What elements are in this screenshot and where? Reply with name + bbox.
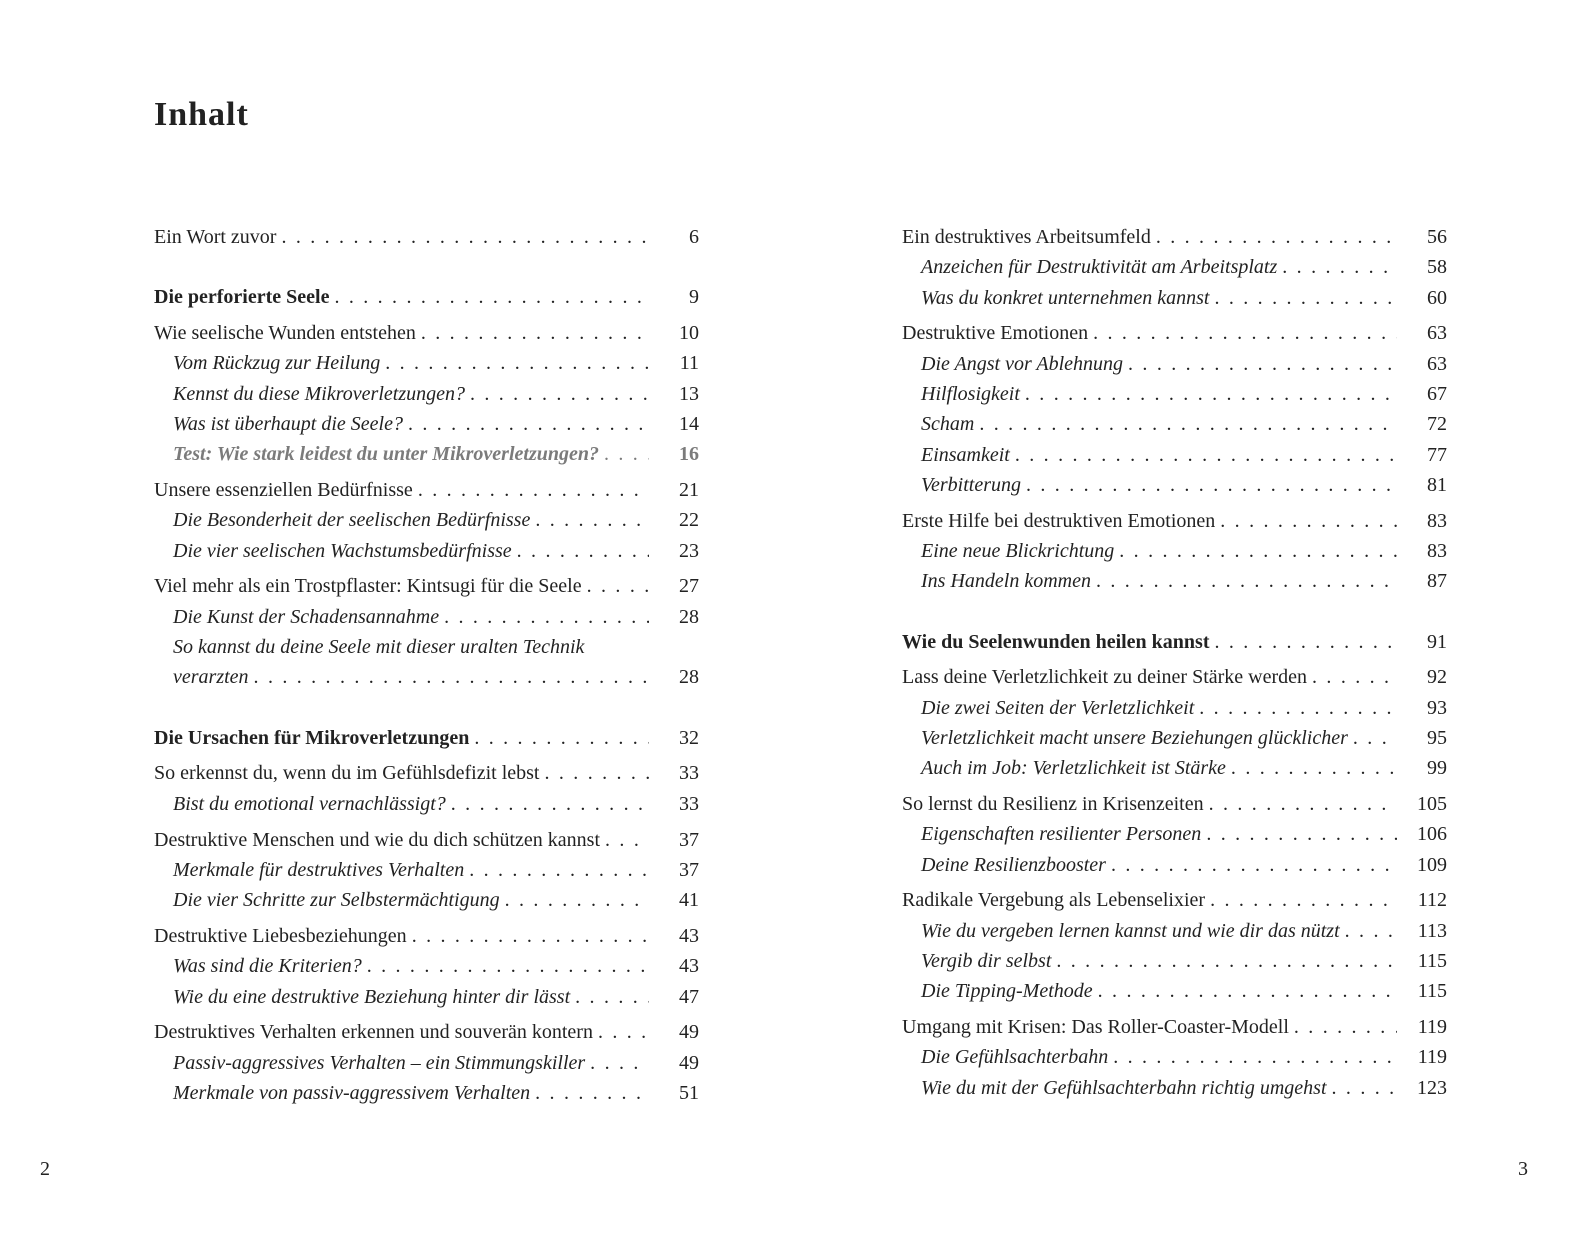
toc-entry-label: Destruktives Verhalten erkennen und souverän kontern [154,1021,593,1044]
toc-entry-label: Anzeichen für Destruktivität am Arbeitsplatz [921,256,1278,279]
toc-page-number: 95 [1427,726,1447,749]
toc-page-number: 43 [679,924,699,947]
toc-entry-label: Viel mehr als ein Trostpflaster: Kintsugi für die Seele [154,575,582,598]
toc-page-number: 43 [679,955,699,978]
toc-entry-label: Auch im Job: Verletzlichkeit ist Stärke [921,757,1226,780]
toc-entry-label: Vom Rückzug zur Heilung [173,352,381,375]
toc-leader-dots [575,982,649,1012]
toc-leader-dots [451,789,649,819]
toc-subsection-entry[interactable] [154,536,699,566]
toc-leader-dots [1199,693,1397,723]
toc-leader-dots [1156,222,1397,252]
toc-page-number: 83 [1427,539,1447,562]
toc-page-number: 87 [1427,570,1447,593]
toc-subsection-entry[interactable] [902,819,1447,849]
toc-leader-dots [1312,662,1397,692]
toc-entry-label: Die Gefühlsachterbahn [921,1046,1109,1069]
toc-page-number: 10 [679,322,699,345]
toc-page-number: 83 [1427,509,1447,532]
toc-subsection-entry[interactable] [902,850,1447,880]
toc-leader-dots [385,348,649,378]
toc-chapter-entry[interactable] [902,318,1447,348]
toc-subsection-entry[interactable] [154,855,699,885]
toc-chapter-entry[interactable] [902,789,1447,819]
toc-chapter-entry[interactable] [902,506,1447,536]
toc-page-number: 60 [1427,286,1447,309]
toc-subsection-entry[interactable] [902,470,1447,500]
toc-entry-label: Destruktive Menschen und wie du dich schützen kannst [154,828,601,851]
toc-leader-dots [517,536,649,566]
toc-subsection-entry[interactable] [154,662,699,692]
toc-leader-dots [412,921,649,951]
toc-entry-label: Verletzlichkeit macht unsere Beziehungen glücklicher [921,726,1348,749]
toc-subsection-entry[interactable] [902,1073,1447,1103]
toc-chapter-entry[interactable] [154,758,699,788]
toc-entry-label: Die Angst vor Ablehnung [921,352,1124,375]
toc-leader-dots [1231,753,1397,783]
toc-leader-dots [1098,976,1397,1006]
toc-page-number: 11 [679,352,699,375]
toc-entry-label: So erkennst du, wenn du im Gefühlsdefizit lebst [154,762,540,785]
toc-entry-label: Lass deine Verletzlichkeit zu deiner Stärke werden [902,666,1308,689]
toc-page-number: 28 [679,666,699,689]
toc-leader-dots [545,758,650,788]
toc-page-number: 14 [679,412,699,435]
toc-leader-dots [421,318,649,348]
toc-leader-dots [1015,440,1397,470]
toc-subsection-entry[interactable] [902,252,1447,282]
toc-entry-label: Ein Wort zuvor [154,226,277,248]
toc-subsection-entry[interactable] [154,1048,699,1078]
toc-entry-label: Eigenschaften resilienter Personen [921,823,1202,846]
toc-leader-dots [590,1048,649,1078]
toc-entry-label: Die vier seelischen Wachstumsbedürfnisse [173,539,512,562]
toc-subsection-entry[interactable] [902,1042,1447,1072]
toc-page-number: 113 [1417,919,1447,942]
toc-page-number: 47 [679,985,699,1008]
toc-entry-label: Was du konkret unternehmen kannst [921,286,1210,309]
toc-chapter-entry[interactable] [154,571,699,601]
toc-leader-dots [1113,1042,1397,1072]
toc-subsection-entry[interactable] [154,348,699,378]
toc-column-right [902,222,1447,1103]
toc-entry-label: Passiv-aggressives Verhalten – ein Stimmungskiller [173,1051,586,1074]
toc-subsection-entry[interactable] [154,632,699,662]
toc-page-number: 115 [1417,950,1447,973]
toc-entry-label: Die Besonderheit der seelischen Bedürfnisse [173,509,531,532]
toc-page-number: 37 [679,858,699,881]
toc-chapter-entry[interactable] [154,318,699,348]
toc-entry-label: Radikale Vergebung als Lebenselixier [902,889,1206,912]
toc-entry-label: So kannst du deine Seele mit dieser uralten Technik [173,636,585,659]
toc-leader-dots [598,1017,649,1047]
toc-entry-label: Unsere essenziellen Bedürfnisse [154,479,413,502]
toc-subsection-entry[interactable] [902,753,1447,783]
toc-leader-dots [1056,946,1397,976]
toc-page-number: 112 [1417,889,1447,912]
page-number-right: 3 [1518,1158,1528,1180]
toc-subsection-entry[interactable] [154,982,699,1012]
toc-entry-label: Deine Resilienzbooster [921,853,1106,876]
toc-page-number: 109 [1417,853,1447,876]
toc-page-number: 37 [679,828,699,851]
toc-leader-dots [1210,885,1397,915]
toc-entry-label: Vergib dir selbst [921,950,1052,973]
toc-leader-dots [1294,1012,1397,1042]
toc-entry-label: Wie du mit der Gefühlsachterbahn richtig umgehst [921,1076,1327,1099]
toc-subsection-entry[interactable] [902,946,1447,976]
toc-subsection-entry[interactable] [154,505,699,535]
toc-page-number: 13 [679,382,699,405]
toc-subsection-entry[interactable] [902,283,1447,313]
toc-entry-label: Ein destruktives Arbeitsumfeld [902,226,1151,248]
toc-leader-dots [1111,850,1397,880]
toc-page-number: 49 [679,1021,699,1044]
toc-page-number: 72 [1427,413,1447,436]
toc-page-number: 58 [1427,256,1447,279]
toc-page-number: 6 [689,226,699,248]
toc-leader-dots [1345,916,1397,946]
toc-leader-dots [535,505,649,535]
toc-leader-dots [281,222,649,252]
toc-chapter-entry[interactable] [902,1012,1447,1042]
toc-page-number: 33 [679,762,699,785]
toc-leader-dots [469,855,649,885]
toc-leader-dots [1214,283,1397,313]
toc-leader-dots [1282,252,1397,282]
toc-leader-dots [1093,318,1397,348]
toc-entry-label: Die Tipping-Methode [921,980,1093,1003]
toc-entry-label: Was ist überhaupt die Seele? [173,412,403,435]
toc-chapter-entry[interactable] [154,921,699,951]
toc-subsection-entry[interactable] [154,885,699,915]
toc-page-number: 51 [679,1081,699,1104]
toc-chapter-entry[interactable] [902,222,1447,252]
toc-entry-label: Scham [921,413,975,436]
toc-page-number: 49 [679,1051,699,1074]
toc-chapter-entry[interactable] [154,825,699,855]
toc-subsection-entry[interactable] [154,409,699,439]
toc-entry-label: Die Ursachen für Mikroverletzungen [154,726,470,749]
toc-leader-dots [535,1078,649,1108]
toc-leader-dots [1206,819,1397,849]
toc-page-number: 119 [1417,1016,1447,1039]
toc-entry-label: Die vier Schritte zur Selbstermächtigung [173,889,500,912]
toc-entry-label: Wie du eine destruktive Beziehung hinter dir lässt [173,985,571,1008]
toc-leader-dots [1215,627,1398,657]
toc-subsection-entry[interactable] [154,602,699,632]
toc-page-number: 77 [1427,443,1447,466]
toc-subsection-entry[interactable] [902,409,1447,439]
toc-page-number: 9 [689,286,699,309]
toc-chapter-entry[interactable] [154,1017,699,1047]
toc-page-number: 63 [1427,352,1447,375]
toc-page-number: 16 [679,443,699,466]
toc-page-number: 67 [1427,382,1447,405]
toc-subsection-entry[interactable] [154,951,699,981]
toc-subsection-entry[interactable] [902,349,1447,379]
toc-entry-label: Die zwei Seiten der Verletzlichkeit [921,696,1195,719]
toc-entry-label: Merkmale für destruktives Verhalten [173,858,465,881]
toc-page-number: 115 [1417,980,1447,1003]
toc-page-number: 28 [679,605,699,628]
toc-entry-label: Bist du emotional vernachlässigt? [173,792,446,815]
toc-chapter-entry[interactable] [902,885,1447,915]
toc-entry-label: Eine neue Blickrichtung [921,539,1115,562]
toc-page-number: 81 [1427,473,1447,496]
toc-page-number: 63 [1427,322,1447,345]
toc-page-number: 119 [1417,1046,1447,1069]
toc-page-number: 99 [1427,757,1447,780]
toc-entry-label: So lernst du Resilienz in Krisenzeiten [902,793,1204,816]
toc-entry-label: Merkmale von passiv-aggressivem Verhalten [173,1081,531,1104]
toc-leader-dots [444,602,649,632]
toc-entry-label: Erste Hilfe bei destruktiven Emotionen [902,509,1216,532]
toc-part-entry[interactable] [154,282,699,312]
toc-chapter-entry[interactable] [154,222,699,252]
toc-entry-label: Umgang mit Krisen: Das Roller-Coaster-Modell [902,1016,1289,1039]
toc-leader-dots [1096,566,1397,596]
toc-page-number: 41 [679,889,699,912]
toc-leader-dots [605,825,649,855]
toc-part-entry[interactable] [902,627,1447,657]
toc-page-number: 105 [1417,793,1447,816]
toc-page-number: 22 [679,509,699,532]
toc-leader-dots [505,885,649,915]
toc-entry-label: Ins Handeln kommen [921,570,1091,593]
toc-page-number: 92 [1427,666,1447,689]
toc-leader-dots [1128,349,1397,379]
toc-leader-dots [470,379,649,409]
toc-entry-label: Einsamkeit [921,443,1010,466]
toc-page-number: 123 [1417,1076,1447,1099]
toc-page-number: 93 [1427,696,1447,719]
toc-entry-label: Destruktive Liebesbeziehungen [154,924,407,947]
toc-subsection-entry[interactable] [902,723,1447,753]
toc-leader-dots [1119,536,1397,566]
toc-page-number: 32 [679,726,699,749]
toc-entry-label: Wie du Seelenwunden heilen kannst [902,630,1210,653]
toc-leader-dots [474,723,649,753]
toc-subsection-entry[interactable] [902,976,1447,1006]
toc-page-number: 21 [679,479,699,502]
toc-leader-dots [334,282,649,312]
toc-leader-dots [254,662,649,692]
toc-entry-label: Destruktive Emotionen [902,322,1089,345]
toc-entry-label: Kennst du diese Mikroverletzungen? [173,382,465,405]
toc-subsection-entry[interactable] [154,439,699,469]
toc-part-entry[interactable] [154,723,699,753]
toc-page-number: 27 [679,575,699,598]
toc-leader-dots [1209,789,1397,819]
toc-entry-label: Die Kunst der Schadensannahme [173,605,440,628]
toc-page-number: 23 [679,539,699,562]
toc-subsection-entry[interactable] [154,789,699,819]
toc-entry-label: verarzten [173,666,249,689]
toc-leader-dots [1026,470,1397,500]
toc-subsection-entry[interactable] [902,379,1447,409]
toc-leader-dots [604,439,649,469]
toc-entry-label: Wie du vergeben lernen kannst und wie dir das nützt [921,919,1340,942]
toc-subsection-entry[interactable] [154,379,699,409]
toc-leader-dots [418,475,649,505]
toc-page-number: 106 [1417,823,1447,846]
toc-subsection-entry[interactable] [154,1078,699,1108]
toc-subsection-entry[interactable] [902,536,1447,566]
toc-leader-dots [1353,723,1397,753]
toc-leader-dots [1332,1073,1397,1103]
toc-page-number: 91 [1427,630,1447,653]
toc-column-left [154,222,699,1108]
toc-leader-dots [587,571,649,601]
toc-page-number: 56 [1427,226,1447,248]
toc-entry-label: Was sind die Kriterien? [173,955,362,978]
toc-leader-dots [408,409,649,439]
toc-leader-dots [367,951,649,981]
toc-entry-label: Test: Wie stark leidest du unter Mikroverletzungen? [173,443,599,466]
toc-chapter-entry[interactable] [154,475,699,505]
toc-entry-label: Wie seelische Wunden entstehen [154,322,416,345]
toc-title: Inhalt [154,96,249,133]
toc-leader-dots [1220,506,1397,536]
toc-subsection-entry[interactable] [902,440,1447,470]
toc-entry-label: Verbitterung [921,473,1021,496]
page-number-left: 2 [40,1158,50,1180]
toc-subsection-entry[interactable] [902,566,1447,596]
toc-entry-label: Hilflosigkeit [921,382,1020,405]
toc-page-number: 33 [679,792,699,815]
toc-subsection-entry[interactable] [902,916,1447,946]
toc-chapter-entry[interactable] [902,662,1447,692]
toc-entry-label: Die perforierte Seele [154,286,330,309]
toc-subsection-entry[interactable] [902,693,1447,723]
toc-leader-dots [1025,379,1397,409]
toc-leader-dots [979,409,1397,439]
